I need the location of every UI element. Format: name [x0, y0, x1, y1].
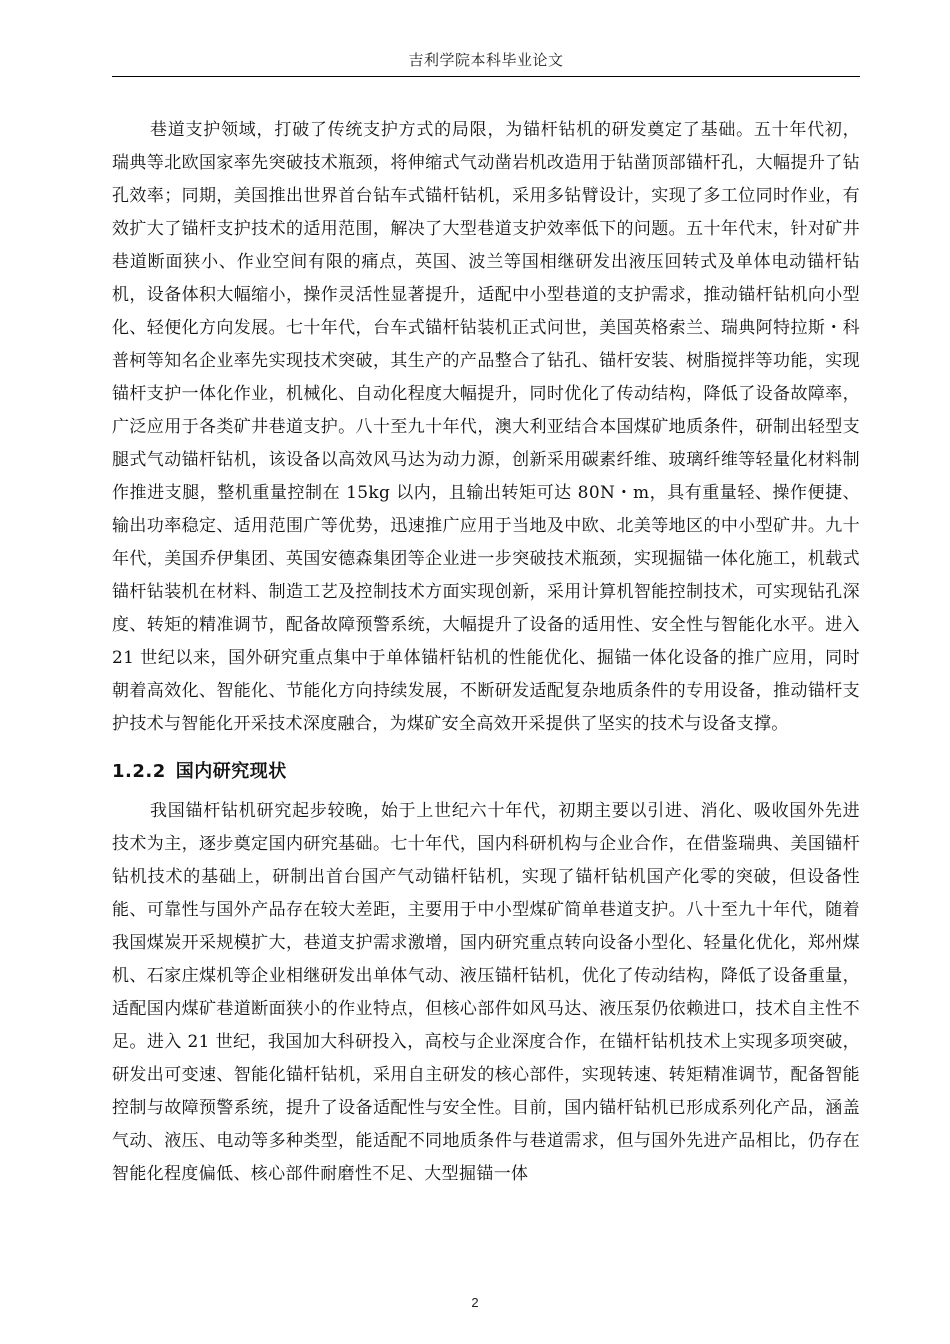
body-paragraph-1: 巷道支护领域，打破了传统支护方式的局限，为锚杆钻机的研发奠定了基础。五十年代初，瑞典等北欧国家率先突破技术瓶颈，将伸缩式气动凿岩机改造用于钻凿顶部锚杆孔，大幅提升了钻孔效率；同期，美国推出世界首台钻车式锚杆钻机，采用多钻臂设计，实现了多工位同时作业，有效扩大了锚杆支护技术的适用范围，解决了大型巷道支护效率低下的问题。五十年代末，针对矿井巷道断面狭小、作业空间有限的痛点，英国、波兰等国相继研发出液压回转式及单体电动锚杆钻机，设备体积大幅缩小，操作灵活性显著提升，适配中小型巷道的支护需求，推动锚杆钻机向小型化、轻便化方向发展。七十年代，台车式锚杆钻装机正式问世，美国英格索兰、瑞典阿特拉斯・科普柯等知名企业率先实现技术突破，其生产的产品整合了钻孔、锚杆安装、树脂搅拌等功能，实现锚杆支护一体化作业，机械化、自动化程度大幅提升，同时优化了传动结构，降低了设备故障率，广泛应用于各类矿井巷道支护。八十至九十年代，澳大利亚结合本国煤矿地质条件，研制出轻型支腿式气动锚杆钻机，该设备以高效风马达为动力源，创新采用碳素纤维、玻璃纤维等轻量化材料制作推进支腿，整机重量控制在 15kg 以内，且输出转矩可达 80N・m，具有重量轻、操作便捷、输出功率稳定、适用范围广等优势，迅速推广应用于当地及中欧、北美等地区的中小型矿井。九十年代，美国乔伊集团、英国安德森集团等企业进一步突破技术瓶颈，实现掘锚一体化施工，机载式锚杆钻装机在材料、制造工艺及控制技术方面实现创新，采用计算机智能控制技术，可实现钻孔深度、转矩的精准调节，配备故障预警系统，大幅提升了设备的适用性、安全性与智能化水平。进入 21 世纪以来，国外研究重点集中于单体锚杆钻机的性能优化、掘锚一体化设备的推广应用，同时朝着高效化、智能化、节能化方向持续发展，不断研发适配复杂地质条件的专用设备，推动锚杆支护技术与智能化开采技术深度融合，为煤矿安全高效开采提供了坚实的技术与设备支撑。 — [112, 120, 860, 734]
header-divider — [112, 76, 860, 77]
section-number: 1.2.2 — [112, 761, 166, 782]
page-number: 2 — [471, 1295, 479, 1310]
page-body — [112, 114, 860, 1191]
section-heading — [112, 755, 860, 789]
running-header: 吉利学院本科毕业论文 — [408, 51, 564, 69]
section-title: 国内研究现状 — [175, 761, 287, 782]
body-paragraph-2: 我国锚杆钻机研究起步较晚，始于上世纪六十年代，初期主要以引进、消化、吸收国外先进技术为主，逐步奠定国内研究基础。七十年代，国内科研机构与企业合作，在借鉴瑞典、美国锚杆钻机技术的基础上，研制出首台国产气动锚杆钻机，实现了锚杆钻机国产化零的突破，但设备性能、可靠性与国外产品存在较大差距，主要用于中小型煤矿简单巷道支护。八十至九十年代，随着我国煤炭开采规模扩大，巷道支护需求激增，国内研究重点转向设备小型化、轻量化优化，郑州煤机、石家庄煤机等企业相继研发出单体气动、液压锚杆钻机，优化了传动结构，降低了设备重量，适配国内煤矿巷道断面狭小的作业特点，但核心部件如风马达、液压泵仍依赖进口，技术自主性不足。进入 21 世纪，我国加大科研投入，高校与企业深度合作，在锚杆钻机技术上实现多项突破，研发出可变速、智能化锚杆钻机，采用自主研发的核心部件，实现转速、转矩精准调节，配备智能控制与故障预警系统，提升了设备适配性与安全性。目前，国内锚杆钻机已形成系列化产品，涵盖气动、液压、电动等多种类型，能适配不同地质条件与巷道需求，但与国外先进产品相比，仍存在智能化程度偏低、核心部件耐磨性不足、大型掘锚一体 — [112, 801, 860, 1184]
